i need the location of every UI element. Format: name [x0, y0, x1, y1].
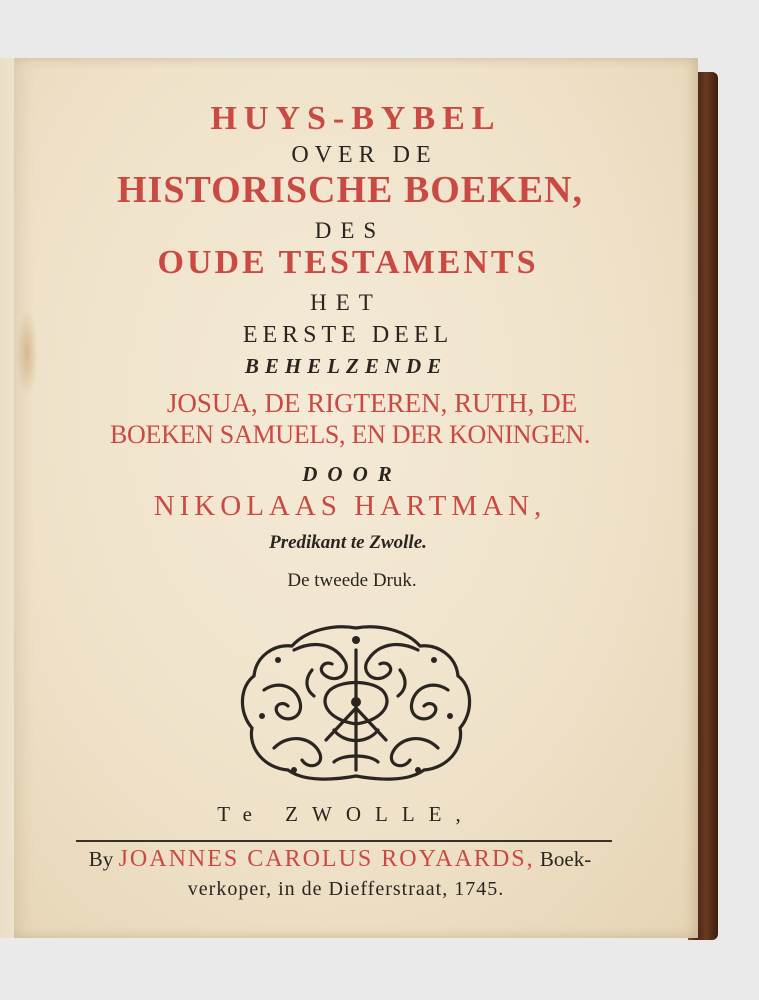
- imprint-place: Te ZWOLLE,: [217, 802, 475, 826]
- imprint-trade-part1: Boek-: [539, 847, 592, 871]
- title-oude-testaments: OUDE TESTAMENTS: [157, 244, 539, 281]
- title-des: DES: [314, 218, 386, 243]
- title-behelzende: BEHELZENDE: [244, 354, 448, 378]
- printers-ornament-icon: [234, 620, 478, 784]
- title-page: [14, 58, 698, 938]
- edition-note: De tweede Druk.: [287, 570, 417, 591]
- title-eerste-deel: EERSTE DEEL: [242, 322, 454, 348]
- title-books-line1: JOSUA, DE RIGTEREN, RUTH, DE: [166, 388, 578, 418]
- imprint-printer-line: [0, 846, 682, 873]
- title-historische-boeken: HISTORISCHE BOEKEN,: [116, 169, 583, 211]
- imprint-printer-name: JOANNES CAROLUS ROYAARDS,: [118, 846, 535, 872]
- title-het: HET: [310, 290, 382, 315]
- author-name: NIKOLAAS HARTMAN,: [153, 490, 547, 522]
- imprint-rule: [76, 840, 612, 842]
- title-door: DOOR: [302, 462, 402, 486]
- imprint-by: By: [88, 847, 114, 871]
- imprint-address-date: verkoper, in de Diefferstraat, 1745.: [187, 878, 505, 900]
- title-huys-bybel: HUYS-BYBEL: [210, 100, 502, 137]
- title-over-de: OVER DE: [291, 142, 437, 168]
- title-books-line2: BOEKEN SAMUELS, EN DER KONINGEN.: [109, 420, 591, 449]
- author-role: Predikant te Zwolle.: [269, 532, 427, 553]
